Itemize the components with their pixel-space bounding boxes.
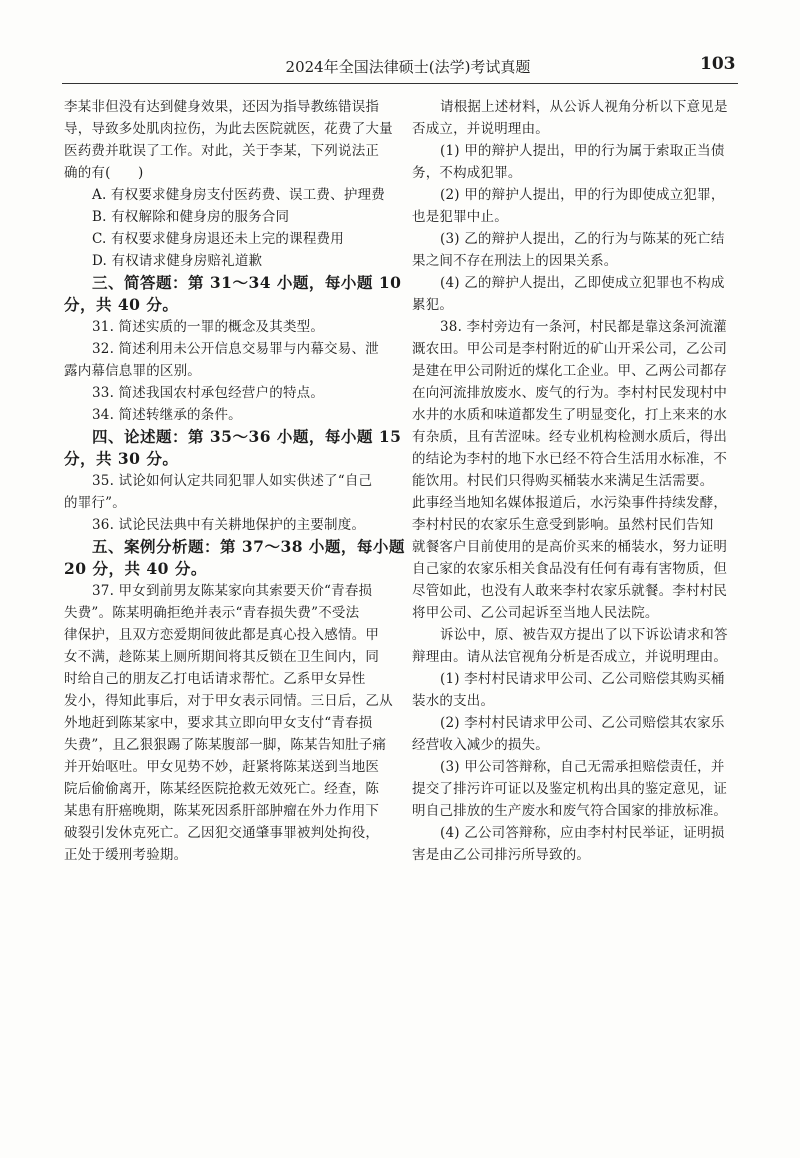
- body-text-line: 失费”。陈某明确拒绝并表示“青春损失费”不受法: [64, 605, 360, 621]
- body-text-line: 女不满，趁陈某上厕所期间将其反锁在卫生间内，同: [64, 649, 380, 665]
- opinion-item: (3) 乙的辩护人提出，乙的行为与陈某的死亡结: [440, 231, 725, 247]
- question-33: 33. 简述我国农村承包经营户的特点。: [92, 385, 325, 401]
- body-text-line: 提交了排污许可证以及鉴定机构出具的鉴定意见，证: [412, 781, 728, 797]
- question-36: 36. 试论民法典中有关耕地保护的主要制度。: [92, 517, 366, 533]
- opinion-item: (4) 乙的辩护人提出，乙即使成立犯罪也不构成: [440, 275, 725, 291]
- question-38: 38. 李村旁边有一条河，村民都是靠这条河流灌: [440, 319, 727, 335]
- body-text-line: 破裂引发休克死亡。乙因犯交通肇事罪被判处拘役，: [64, 825, 380, 841]
- body-text-line: 导，导致多处肌肉拉伤，为此去医院就医，花费了大量: [64, 121, 393, 137]
- body-text-line: 失费”，且乙狠狠踢了陈某腹部一脚，陈某告知肚子痛: [64, 737, 387, 753]
- body-text-line: 果之间不存在刑法上的因果关系。: [412, 253, 618, 269]
- claim-item: (3) 甲公司答辩称，自己无需承担赔偿责任，并: [440, 759, 725, 775]
- body-text-line: 发小，得知此事后，对于甲女表示同情。三日后，乙从: [64, 693, 393, 709]
- body-text-line: 此事经当地知名媒体报道后，水污染事件持续发酵，: [412, 495, 728, 511]
- question-32: 32. 简述利用未公开信息交易罪与内幕交易、泄: [92, 341, 379, 357]
- body-text-line: 能饮用。村民们只得购买桶装水来满足生活需要。: [412, 473, 714, 489]
- body-text-line: 否成立，并说明理由。: [412, 121, 549, 137]
- option-d: D. 有权请求健身房赔礼道歉: [92, 253, 263, 269]
- body-text-line: 明自己排放的生产废水和废气符合国家的排放标准。: [412, 803, 728, 819]
- body-text-line: 装水的支出。: [412, 693, 495, 709]
- body-text-line: 外地赶到陈某家中，要求其立即向甲女支付“青春损: [64, 715, 373, 731]
- body-text-line: 某患有肝癌晚期，陈某死因系肝部肿瘤在外力作用下: [64, 803, 380, 819]
- body-text-line: 正处于缓刑考验期。: [64, 847, 188, 863]
- opinion-item: (2) 甲的辩护人提出，甲的行为即使成立犯罪，: [440, 187, 725, 203]
- body-text-line: 的结论为李村的地下水已经不符合生活用水标准，不: [412, 451, 728, 467]
- body-text-line: 李村村民的农家乐生意受到影响。虽然村民们告知: [412, 517, 714, 533]
- body-text-line: 请根据上述材料，从公诉人视角分析以下意见是: [440, 99, 728, 115]
- body-text-line: 经营收入减少的损失。: [412, 737, 549, 753]
- page-number: 103: [700, 54, 736, 74]
- question-31: 31. 简述实质的一罪的概念及其类型。: [92, 319, 325, 335]
- body-text-line: 就餐客户目前使用的是高价买来的桶装水，努力证明: [412, 539, 728, 555]
- claim-item: (2) 李村村民请求甲公司、乙公司赔偿其农家乐: [440, 715, 725, 731]
- section-heading-case-analysis: 五、案例分析题：第 37～38 小题，每小题: [92, 537, 405, 556]
- question-34: 34. 简述转继承的条件。: [92, 407, 242, 423]
- body-text-line: 将甲公司、乙公司起诉至当地人民法院。: [412, 605, 659, 621]
- section-heading-essay: 四、论述题：第 35～36 小题，每小题 15: [92, 427, 402, 446]
- body-text-line: 律保护，且双方恋爱期间彼此都是真心投入感情。甲: [64, 627, 380, 643]
- question-37: 37. 甲女到前男友陈某家向其索要天价“青春损: [92, 583, 373, 599]
- body-text-line: 在向河流排放废水、废气的行为。李村村民发现村中: [412, 385, 728, 401]
- running-header-title: 2024年全国法律硕士(法学)考试真题: [285, 58, 531, 76]
- body-text-line: 院后偷偷离开，陈某经医院抢救无效死亡。经查，陈: [64, 781, 380, 797]
- section-heading-case-analysis-cont: 20 分，共 40 分。: [64, 559, 207, 578]
- body-text-line: 也是犯罪中止。: [412, 209, 508, 225]
- body-text-line: 是建在甲公司附近的煤化工企业。甲、乙两公司都存: [412, 363, 728, 379]
- body-text-line: 辩理由。请从法官视角分析是否成立，并说明理由。: [412, 649, 728, 665]
- section-heading-essay-cont: 分，共 30 分。: [64, 449, 179, 468]
- option-a: A. 有权要求健身房支付医药费、误工费、护理费: [92, 187, 385, 203]
- body-text-line: 水井的水质和味道都发生了明显变化，打上来来的水: [412, 407, 728, 423]
- body-text-line: 自己家的农家乐相关食品没有任何有毒有害物质，但: [412, 561, 728, 577]
- body-text-line: 尽管如此，也没有人敢来李村农家乐就餐。李村村民: [412, 583, 728, 599]
- body-text-line: 李某非但没有达到健身效果，还因为指导教练错误指: [64, 99, 380, 115]
- body-text-line: 害是由乙公司排污所导致的。: [412, 847, 591, 863]
- body-text-line: 露内幕信息罪的区别。: [64, 363, 201, 379]
- body-text-line: 确的有( ): [64, 165, 144, 181]
- body-text-line: 的罪行”。: [64, 495, 126, 511]
- body-text-line: 务，不构成犯罪。: [412, 165, 522, 181]
- option-c: C. 有权要求健身房退还未上完的课程费用: [92, 231, 344, 247]
- claim-item: (4) 乙公司答辩称，应由李村村民举证，证明损: [440, 825, 725, 841]
- header-divider: [62, 83, 738, 84]
- body-text-line: 诉讼中，原、被告双方提出了以下诉讼请求和答: [440, 627, 728, 643]
- section-heading-short-answer-cont: 分，共 40 分。: [64, 295, 179, 314]
- body-text-line: 溉农田。甲公司是李村附近的矿山开采公司，乙公司: [412, 341, 728, 357]
- body-text-line: 医药费并耽误了工作。对此，关于李某，下列说法正: [64, 143, 380, 159]
- body-text-line: 时给自己的朋友乙打电话请求帮忙。乙系甲女异性: [64, 671, 366, 687]
- question-35: 35. 试论如何认定共同犯罪人如实供述了“自己: [92, 473, 373, 489]
- body-text-line: 有杂质，且有苦涩味。经专业机构检测水质后，得出: [412, 429, 728, 445]
- opinion-item: (1) 甲的辩护人提出，甲的行为属于索取正当债: [440, 143, 725, 159]
- body-text-line: 并开始呕吐。甲女见势不妙，赶紧将陈某送到当地医: [64, 759, 380, 775]
- section-heading-short-answer: 三、简答题：第 31～34 小题，每小题 10: [92, 273, 402, 292]
- body-text-line: 累犯。: [412, 297, 454, 313]
- option-b: B. 有权解除和健身房的服务合同: [92, 209, 290, 225]
- claim-item: (1) 李村村民请求甲公司、乙公司赔偿其购买桶: [440, 671, 725, 687]
